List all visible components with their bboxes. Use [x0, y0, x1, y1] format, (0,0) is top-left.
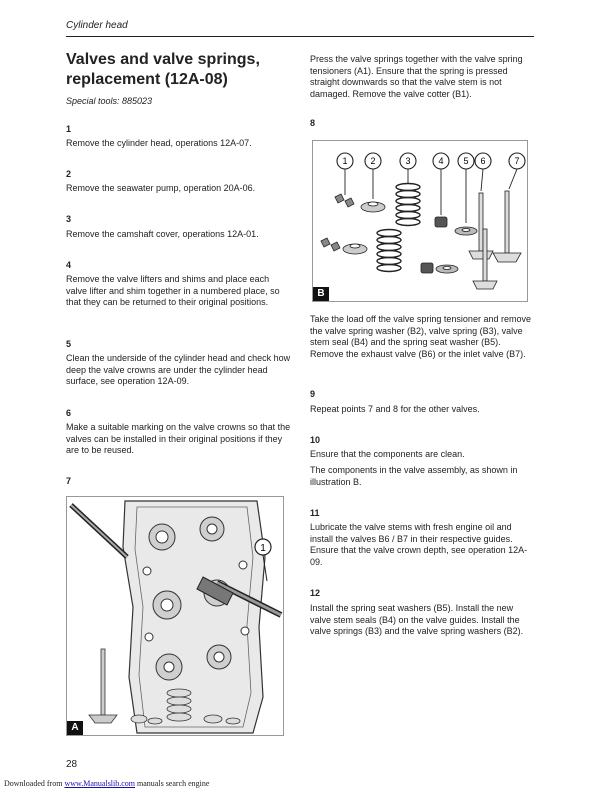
- figure-b: [312, 140, 528, 302]
- step-text: Remove the valve lifters and shims and place each valve lifter and shim together in a numbered place, so that they can be returned to their original positions.: [66, 274, 280, 307]
- header-rule: [66, 36, 534, 37]
- step-number: 12: [310, 588, 321, 598]
- figure-a-illustration: [67, 497, 283, 735]
- callout-4: 4: [438, 156, 444, 166]
- step-text: Repeat points 7 and 8 for the other valves.: [310, 404, 480, 414]
- figure-b-illustration: [313, 141, 527, 301]
- step-text: Remove the cylinder head, operations 12A-07.: [66, 138, 252, 148]
- callout-5: 5: [463, 156, 469, 166]
- download-footer: [4, 779, 209, 788]
- step-number: 2: [66, 169, 72, 179]
- step-number: 11: [310, 508, 320, 518]
- step-number: 9: [310, 389, 316, 399]
- intro-paragraph: Press the valve springs together with the valve spring tensioners (A1). Ensure that the spring is pressed straight downwards so that the valve stem is not damaged. Remove the valve cotter (B1).: [310, 54, 523, 99]
- step-number: 3: [66, 214, 72, 224]
- step-number: 7: [66, 476, 72, 486]
- figure-a-tag: A: [67, 721, 83, 735]
- callout-7: 7: [514, 156, 520, 166]
- figure-a: [66, 496, 284, 736]
- step-text: Clean the underside of the cylinder head and check how deep the valve crowns are under the cylinder head surface, see operation 12A-09.: [66, 353, 291, 386]
- step-text: Make a suitable marking on the valve crowns so that the valves can be installed in their original positions if they are to be reused.: [66, 422, 291, 455]
- figure-b-tag: B: [313, 287, 329, 301]
- step-text: Remove the camshaft cover, operations 12A-01.: [66, 229, 259, 239]
- callout-label: 1: [260, 543, 266, 554]
- after-figure-b-paragraph: Take the load off the valve spring tensioner and remove the valve spring washer (B2), valve spring (B3), valve stem seal (B4) and the spring seat washer (B5). Remove the exhaust valve (B6) or the inlet valve (B7).: [310, 314, 531, 359]
- special-tools: Special tools: 885023: [66, 96, 153, 106]
- callout-2: 2: [370, 156, 376, 166]
- step-number: 8: [310, 118, 316, 128]
- page-number: 28: [66, 759, 78, 770]
- step-text: Ensure that the components are clean.: [310, 449, 465, 459]
- page-title: Valves and valve springs, replacement (12A-08): [66, 51, 260, 88]
- manualslib-link[interactable]: www.Manualslib.com: [64, 779, 136, 788]
- callout-6: 6: [480, 156, 486, 166]
- step-number: 5: [66, 339, 72, 349]
- footer-prefix: Downloaded from: [4, 779, 65, 788]
- callout-3: 3: [405, 156, 411, 166]
- step-text: Lubricate the valve stems with fresh engine oil and install the valves B6 / B7 in their respective guides. Ensure that the valve crown depth, see operation 12A-09.: [310, 522, 528, 567]
- footer-suffix: manuals search engine: [135, 779, 210, 788]
- step-number: 4: [66, 260, 72, 270]
- step-text: Remove the seawater pump, operation 20A-06.: [66, 183, 256, 193]
- step-text-continued: The components in the valve assembly, as shown in illustration B.: [310, 465, 518, 487]
- callout-1: 1: [342, 156, 348, 166]
- step-number: 1: [66, 124, 72, 134]
- step-number: 6: [66, 408, 72, 418]
- running-header: Cylinder head: [66, 20, 128, 31]
- step-text: Install the spring seat washers (B5). Install the new valve stem seals (B4) on the valve guides. Install the valve springs (B3) and the valve spring washers (B2).: [310, 603, 524, 636]
- step-number: 10: [310, 435, 321, 445]
